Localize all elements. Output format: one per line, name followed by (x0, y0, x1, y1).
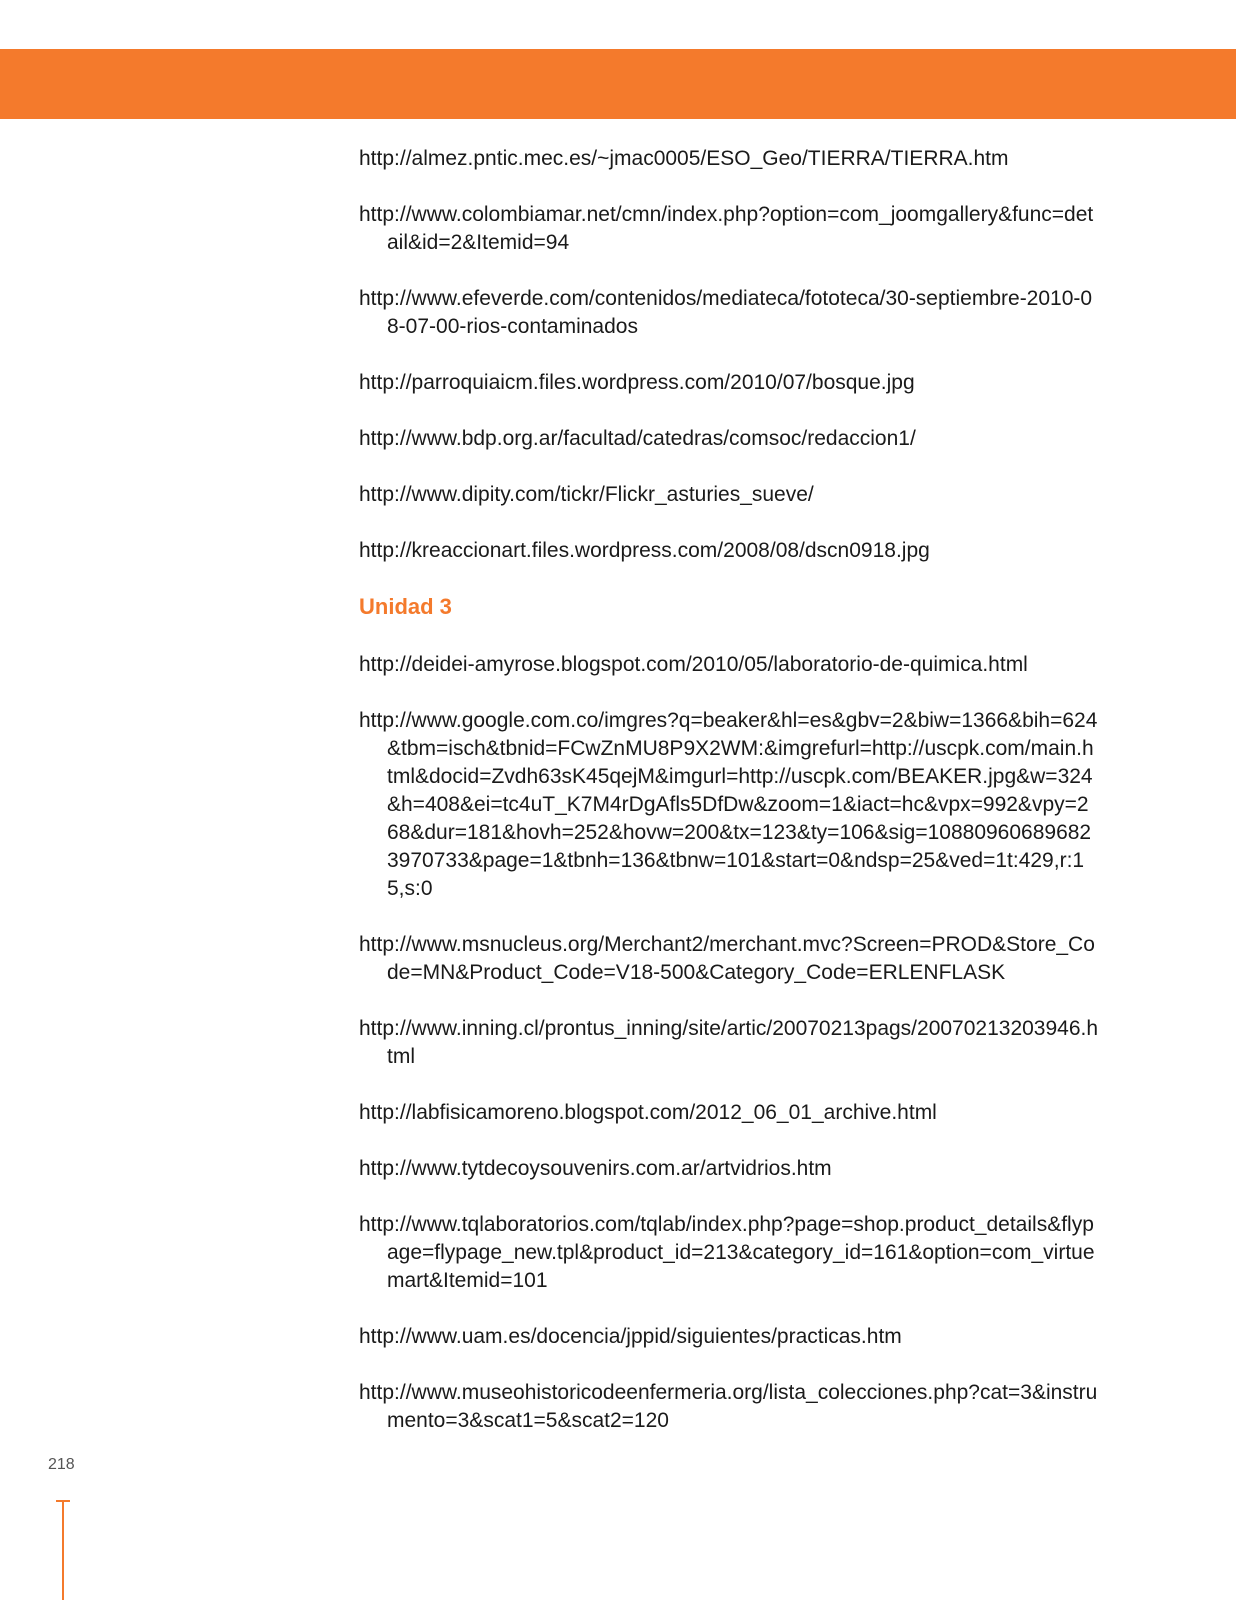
reference-url: http://www.bdp.org.ar/facultad/catedras/comsoc/redaccion1/ (359, 427, 916, 450)
header-band (0, 49, 1236, 119)
section-heading: Unidad 3 (359, 594, 452, 619)
footer-marker (56, 1500, 70, 1600)
reference-url: http://www.efeverde.com/contenidos/mediateca/fototeca/30-septiembre-2010-08-07-00-rios-contaminados (359, 287, 1093, 338)
reference-url: http://www.uam.es/docencia/jppid/siguientes/practicas.htm (359, 1325, 902, 1348)
reference-url: http://parroquiaicm.files.wordpress.com/2010/07/bosque.jpg (359, 371, 915, 394)
reference-url: http://www.msnucleus.org/Merchant2/merchant.mvc?Screen=PROD&Store_Code=MN&Product_Code=V18-500&Category_Code=ERLENFLASK (359, 933, 1095, 984)
references-list (359, 145, 1099, 1463)
reference-url: http://labfisicamoreno.blogspot.com/2012_06_01_archive.html (359, 1101, 937, 1124)
reference-url: http://www.dipity.com/tickr/Flickr_asturies_sueve/ (359, 483, 814, 506)
reference-url: http://almez.pntic.mec.es/~jmac0005/ESO_Geo/TIERRA/TIERRA.htm (359, 147, 1009, 170)
reference-url: http://www.colombiamar.net/cmn/index.php?option=com_joomgallery&func=detail&id=2&Itemid=94 (359, 203, 1094, 254)
page-number: 218 (48, 1456, 75, 1473)
reference-url: http://www.inning.cl/prontus_inning/site/artic/20070213pags/20070213203946.html (359, 1017, 1099, 1068)
footer-marker-stem (62, 1500, 64, 1600)
reference-url: http://www.tytdecoysouvenirs.com.ar/artvidrios.htm (359, 1157, 832, 1180)
reference-url: http://www.museohistoricodeenfermeria.org/lista_colecciones.php?cat=3&instrumento=3&scat1=5&scat2=120 (359, 1381, 1098, 1432)
reference-url: http://www.tqlaboratorios.com/tqlab/index.php?page=shop.product_details&flypage=flypage_new.tpl&product_id=213&category_id=161&option=com_virtuemart&Itemid=101 (359, 1213, 1095, 1292)
reference-url: http://www.google.com.co/imgres?q=beaker&hl=es&gbv=2&biw=1366&bih=624&tbm=isch&tbnid=FCwZnMU8P9X2WM:&imgrefurl=http://uscpk.com/main.html&docid=Zvdh63sK45qejM&imgurl=http://uscpk.com/BEAKER.jpg&w=324&h=408&ei=tc4uT_K7M4rDgAfls5DfDw&zoom=1&iact=hc&vpx=992&vpy=268&dur=181&hovh=252&hovw=200&tx=123&ty=106&sig=108809606896823970733&page=1&tbnh=136&tbnw=101&start=0&ndsp=25&ved=1t:429,r:15,s:0 (359, 709, 1098, 900)
reference-url: http://kreaccionart.files.wordpress.com/2008/08/dscn0918.jpg (359, 539, 930, 562)
reference-url: http://deidei-amyrose.blogspot.com/2010/05/laboratorio-de-quimica.html (359, 653, 1028, 676)
